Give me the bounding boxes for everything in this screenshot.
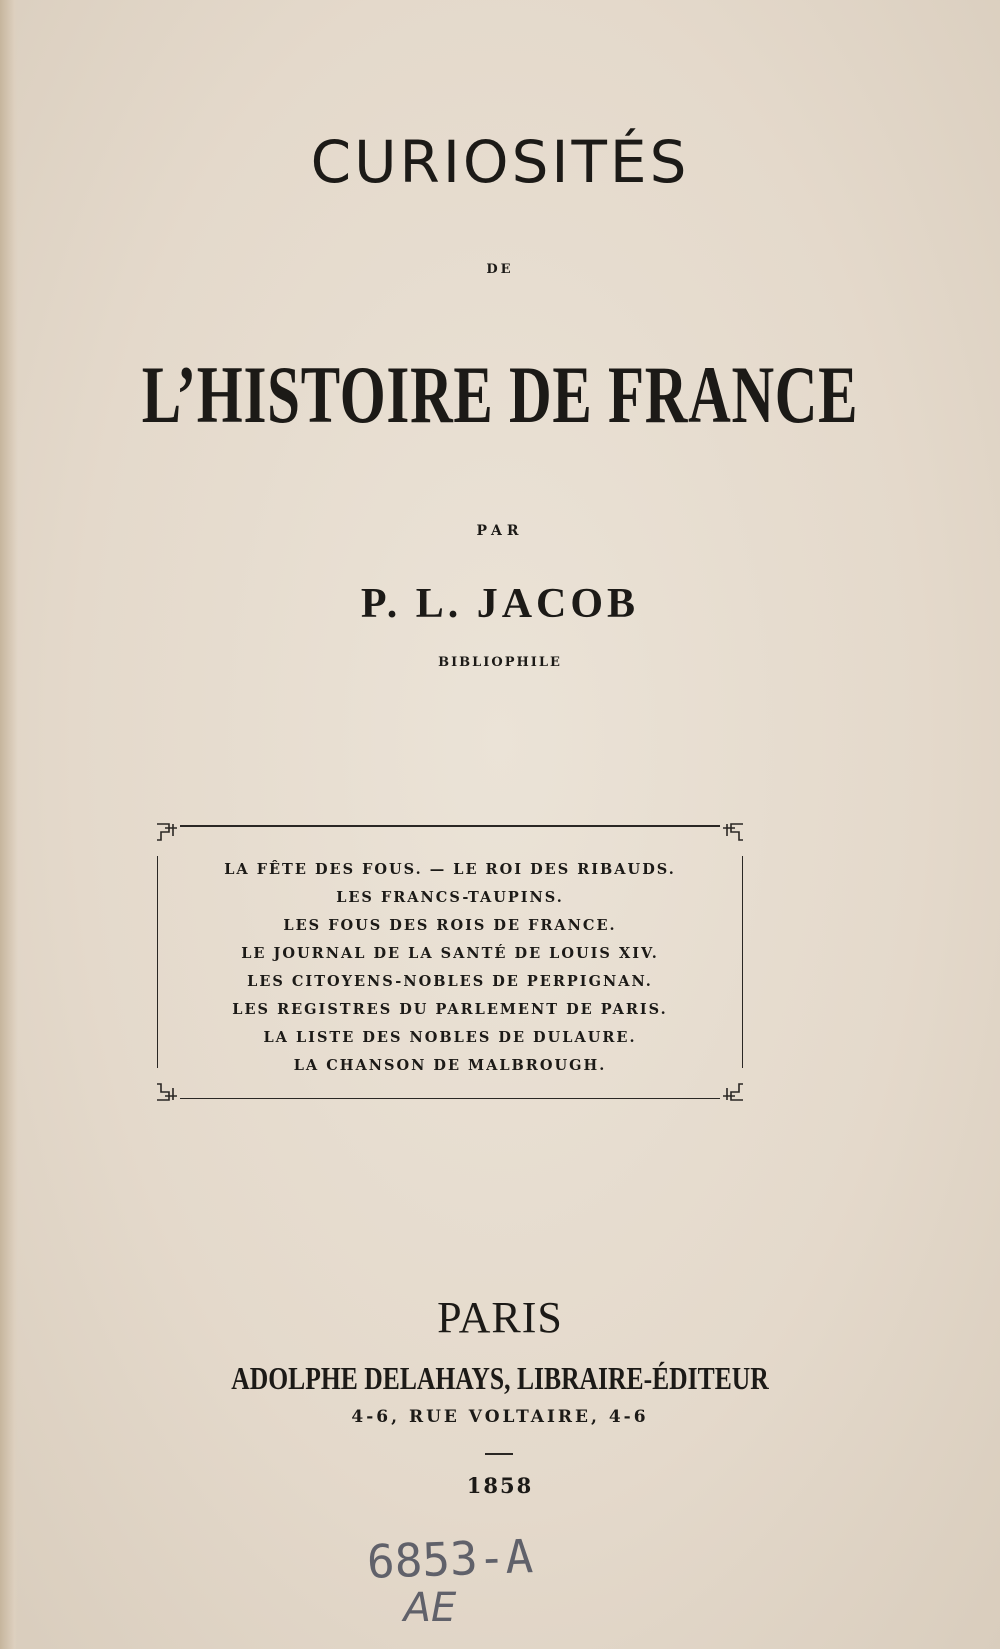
contents-item: LES CITOYENS-NOBLES DE PERPIGNAN.: [247, 973, 653, 990]
title-line-1: CURIOSITÉS: [310, 128, 690, 196]
author-role: BIBLIOPHILE: [438, 655, 562, 670]
author-name: P. L. JACOB: [360, 581, 640, 627]
imprint-city: PARIS: [437, 1293, 563, 1342]
frame-top-rule: [180, 825, 720, 827]
contents-list: [155, 856, 745, 1080]
contents-item: LE JOURNAL DE LA SANTÉ DE LOUIS XIV.: [241, 945, 659, 962]
contents-item: LES FOUS DES ROIS DE FRANCE.: [283, 917, 617, 934]
corner-ornament-icon: [155, 822, 181, 848]
contents-item: LES REGISTRES DU PARLEMENT DE PARIS.: [232, 1001, 668, 1018]
contents-item: LA FÊTE DES FOUS. — LE ROI DES RIBAUDS.: [224, 861, 676, 878]
imprint-publisher: ADOLPHE DELAHAYS, LIBRAIRE-ÉDITEUR: [231, 1360, 769, 1396]
by-label: PAR: [476, 523, 524, 539]
title-line-2: L’HISTOIRE DE FRANCE: [141, 349, 859, 440]
shelfmark-line-1: 6853-A: [366, 1529, 534, 1589]
contents-item: LES FRANCS-TAUPINS.: [336, 889, 564, 906]
contents-item: LA LISTE DES NOBLES DE DULAURE.: [263, 1029, 637, 1046]
contents-frame: [155, 822, 745, 1102]
shelfmark-line-2: AE: [403, 1585, 457, 1631]
imprint-rule: [485, 1453, 513, 1455]
page-spine-shadow: [0, 0, 18, 1649]
contents-item: LA CHANSON DE MALBROUGH.: [293, 1057, 607, 1074]
title-connector: DE: [486, 262, 514, 277]
corner-ornament-icon: [719, 822, 745, 848]
imprint-address: 4-6, RUE VOLTAIRE, 4-6: [351, 1407, 649, 1427]
frame-bottom-rule: [180, 1098, 720, 1099]
imprint-year: 1858: [466, 1473, 534, 1498]
